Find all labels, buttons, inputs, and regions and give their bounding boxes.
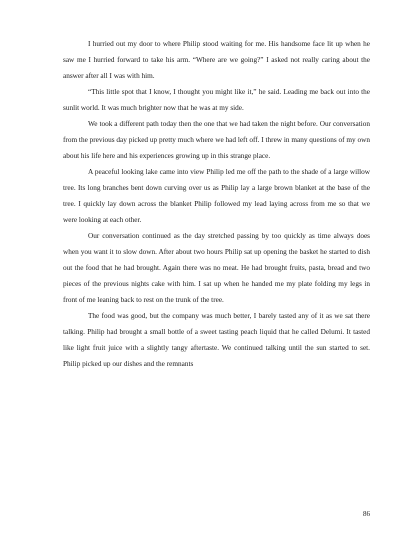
page-number: 86 — [363, 510, 370, 518]
paragraph: We took a different path today then the one that we had taken the night before. Our conversation from the previous day picked up pretty much where we had left off. I threw in many questions of my own about his life here and his experiences growing up in this strange place. — [63, 120, 370, 160]
body-text — [63, 36, 370, 372]
paragraph: I hurried out my door to where Philip stood waiting for me. His handsome face lit up when he saw me I hurried forward to take his arm. “Where are we going?” I asked not really caring about the answer after all I was with him. — [63, 40, 370, 80]
paragraph: The food was good, but the company was much better, I barely tasted any of it as we sat there talking. Philip had brought a small bottle of a sweet tasting peach liquid that he called Delumi. It tasted like light fruit juice with a slightly tangy aftertaste. We continued talking until the sun started to set. Philip picked up our dishes and the remnants — [63, 312, 370, 368]
paragraph: “This little spot that I know, I thought you might like it,” he said. Leading me back out into the sunlit world. It was much brighter now that he was at my side. — [63, 88, 370, 112]
paragraph: Our conversation continued as the day stretched passing by too quickly as time always does when you want it to slow down. After about two hours Philip sat up opening the basket he started to dish out the food that he had brought. Again there was no meat. He had brought fruits, pasta, bread and two pieces of the previous nights cake with him. I sat up when he handed me my plate folding my legs in front of me leaning back to rest on the trunk of the tree. — [63, 232, 370, 304]
paragraph: A peaceful looking lake came into view Philip led me off the path to the shade of a large willow tree. Its long branches bent down curving over us as Philip lay a large brown blanket at the base of the tree. I quickly lay down across the blanket Philip followed my lead laying across from me so that we were looking at each other. — [63, 168, 370, 224]
